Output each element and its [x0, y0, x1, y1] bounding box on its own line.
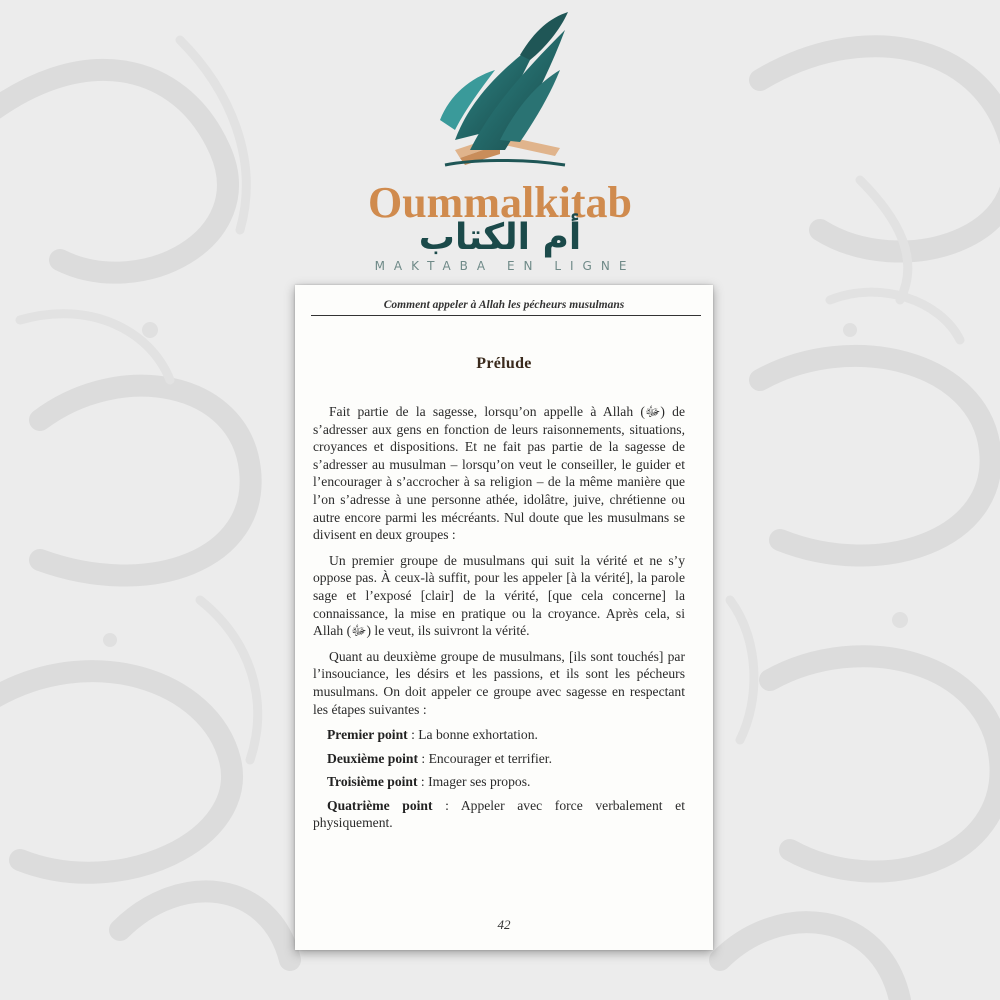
brand-name-latin: Oummalkitab: [367, 178, 633, 227]
point-label: Deuxième point: [327, 750, 418, 766]
list-item: [313, 797, 685, 832]
paragraph: Quant au deuxième groupe de musulmans, [ils sont touchés] par l’insouciance, les désirs et les passions, et ils sont les pécheurs musulmans. On doit appeler ce groupe avec sagesse en respectant les étapes suivantes :: [313, 648, 685, 717]
page-number: 42: [497, 917, 511, 932]
page-title: Prélude: [476, 355, 532, 372]
point-text: : Appeler avec force verbalement et physiquement.: [313, 797, 685, 831]
brand-tagline: MAKTABA EN LIGNE: [374, 259, 636, 273]
point-text: : Encourager et terrifier.: [418, 750, 552, 766]
header-rule: [311, 315, 701, 316]
point-label: Troisième point: [327, 774, 418, 790]
list-item: [313, 750, 685, 768]
point-text: : Imager ses propos.: [417, 774, 531, 790]
book-page: [295, 285, 713, 950]
list-item: [313, 773, 685, 791]
page-body: [313, 403, 685, 838]
list-item: [313, 726, 685, 744]
paragraph: Fait partie de la sagesse, lorsqu’on appelle à Allah (ﷻ) de s’adresser aux gens en fonction de leurs raisonnements, situations, croyances et dispositions. Et ne fait pas partie de la sagesse de s’adresser au musulman – lorsqu’on veut le conseiller, le guider et l’encourager à s’accrocher à sa religion – de la même manière que l’on s’adresse à une personne athée, idolâtre, juive, chrétienne ou autre encore parmi les mécréants. Nul doute que les musulmans se divisent en deux groupes :: [313, 404, 685, 543]
point-label: Premier point: [327, 727, 408, 743]
paragraph: Un premier groupe de musulmans qui suit la vérité et ne s’y oppose pas. À ceux-là suffit, pour les appeler [à la vérité], la parole sage et l’exposé [clair] de la vérité, [que cela concerne] la connaissance, la mise en pratique ou la croyance. Après cela, si Allah (ﷻ) le veut, ils suivront la vérité.: [313, 552, 685, 639]
point-text: : La bonne exhortation.: [407, 727, 538, 743]
brand-name-arabic: أم الكتاب: [418, 217, 582, 258]
point-label: Quatrième point: [327, 797, 433, 813]
running-head: Comment appeler à Allah les pécheurs musulmans: [383, 299, 625, 311]
